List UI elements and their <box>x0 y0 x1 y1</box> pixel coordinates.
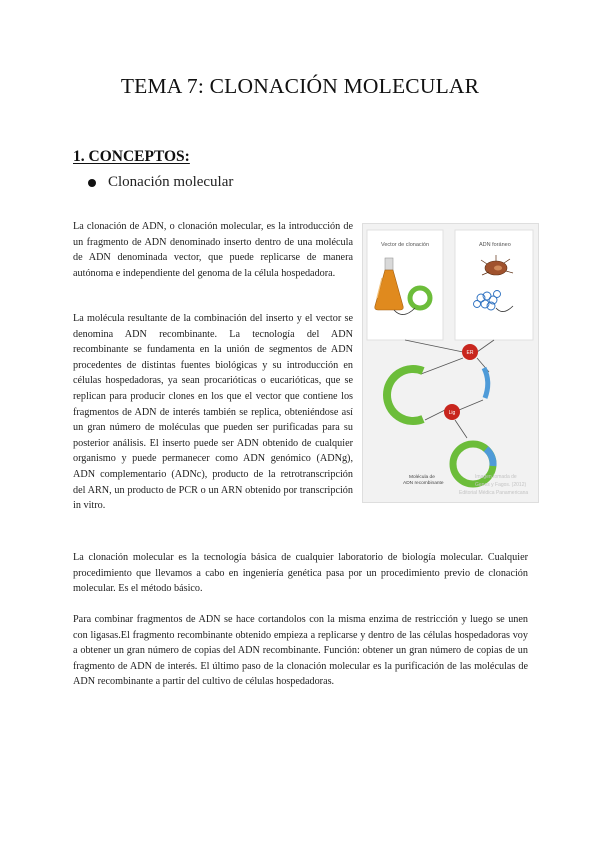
er-label: ER <box>466 350 474 356</box>
dna-insert <box>484 368 488 398</box>
arrow-vector-er <box>405 340 463 352</box>
cloning-diagram <box>362 223 539 503</box>
arrow-donor-er <box>477 340 494 352</box>
bullet-text: Clonación molecular <box>108 174 234 190</box>
watermark-line-1: Imagen tomada de <box>475 474 517 480</box>
paragraph-procedure: Para combinar fragmentos de ADN se hace cortandolos con la misma enzima de restricción y luego se unen con ligasas.El fragmento recombinante obtenido empieza a replicarse y dentro de las células hospedadoras voy a obtener un gran número de copias del ADN recombinante. Función: obtener un gran número de copias de un fragmento de ADN de interés. El último paso de la clonación molecular es la purificación de las moléculas de ADN recombinante a partir del cultivo de células hospedadoras. <box>73 614 528 688</box>
section-heading: 1. CONCEPTOS: <box>73 148 190 165</box>
bullet-item <box>88 174 233 191</box>
paragraph-definition: La clonación de ADN, o clonación molecular, es la introducción de un fragmento de ADN denominado inserto dentro de una molécula de ADN denominada vector, que puede replicarse de manera autónoma e independiente del genoma de la célula hospedadora. <box>73 221 353 279</box>
watermark-line-2: Genes y Fagos. (2012) <box>475 482 527 488</box>
result-label-2: ADN recombinante <box>403 481 444 486</box>
vector-label: Vector de clonación <box>381 242 430 248</box>
cloning-diagram-svg <box>363 224 538 502</box>
bullet-icon <box>88 179 96 187</box>
paragraph-basic-technology: La clonación molecular es la tecnología básica de cualquier laboratorio de biología molecular. Cualquier procedimiento que llevamos a cabo en ingeniería genética pasa por un procedimiento previo de clonación molecular. Es el método básico. <box>73 552 528 595</box>
arrow-er-vector <box>421 358 463 374</box>
arrow-insert-lig <box>459 400 483 410</box>
watermark-line-3: Editorial Médica Panamericana <box>459 490 529 496</box>
lig-label: Lig <box>448 410 456 416</box>
donor-label: ADN foráneo <box>479 242 511 248</box>
arrow-vector-lig <box>425 410 445 420</box>
result-label-1: Molécula de <box>409 475 435 480</box>
arrow-lig-result <box>455 420 467 438</box>
paragraph-recombinant: La molécula resultante de la combinación del inserto y el vector se denomina ADN recombinante. La tecnología del ADN recombinante se fundamenta en la unión de segmentos de ADN procedentes de distintas fuentes biológicas y su introducción en células hospedadoras, ya sean procarióticas o eucarióticas, que se replican para producir clones en los que el vector que contiene los fragmentos de ADN de interés también se replica, obteniéndose así un gran número de moléculas que pueden ser purificadas para su posterior análisis. El inserto puede ser ADN obtenido de cualquier organismo y puede permanecer como ADN genómico (ADNg), ADN complementario (ADNc), producto de la retrotranscripción del ARN, un producto de PCR o un ARN obtenido por transcripción in vitro. <box>73 313 353 512</box>
page-title: TEMA 7: CLONACIÓN MOLECULAR <box>120 74 480 98</box>
linearized-vector <box>387 369 423 421</box>
